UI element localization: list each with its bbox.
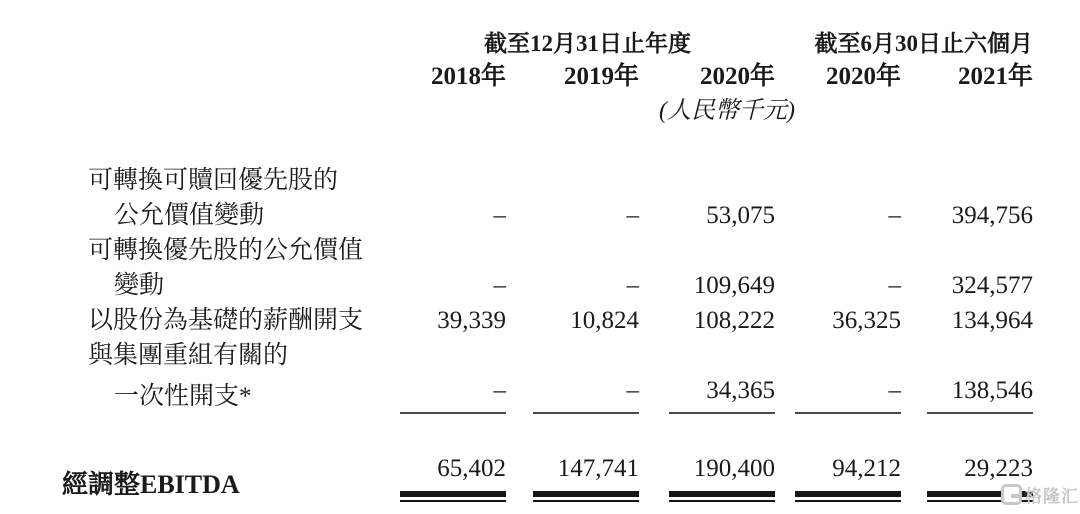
year-header-2019: 2019年 — [563, 63, 639, 90]
value-cell: 394,756 — [951, 202, 1033, 229]
value-cell — [400, 373, 506, 414]
subtotal-rule: 138,546 — [927, 373, 1033, 414]
table-row — [62, 373, 1033, 414]
double-rule — [533, 491, 639, 502]
total-value-cell: 94,212 — [775, 452, 901, 502]
value-cell: 109,649 — [693, 272, 775, 299]
subtotal-rule: – — [533, 373, 639, 414]
period-group-annual — [400, 28, 775, 58]
table-row — [62, 233, 1033, 268]
empty-cell — [400, 338, 1033, 373]
empty-cell — [62, 94, 400, 127]
table-row — [62, 198, 1033, 233]
year-header-2020: 2020年 — [699, 63, 775, 90]
empty-cell — [62, 28, 400, 58]
table-row — [62, 338, 1033, 373]
empty-cell — [901, 94, 1033, 127]
value-cell: – — [626, 202, 639, 229]
double-rule — [669, 491, 775, 502]
subtotal-rule: – — [400, 373, 506, 414]
adjusted-ebitda-table — [62, 28, 1033, 502]
empty-cell — [400, 233, 1033, 268]
table-row — [62, 163, 1033, 198]
value-cell — [775, 373, 901, 414]
row-label: 以股份為基礎的薪酬開支 — [88, 307, 364, 334]
value-cell — [506, 373, 639, 414]
row-label: 可轉換可贖回優先股的 — [88, 167, 339, 194]
row-label: 可轉換優先股的公允價值 — [88, 237, 364, 264]
empty-cell — [400, 94, 506, 127]
spacer-row — [62, 414, 1033, 452]
double-rule — [795, 491, 901, 502]
year-header-2021-interim: 2021年 — [957, 63, 1033, 90]
period-group-interim — [775, 28, 1033, 58]
value-cell — [639, 373, 775, 414]
value-cell — [901, 373, 1033, 414]
value-cell: 324,577 — [951, 272, 1033, 299]
gelonghui-logo-icon — [1001, 484, 1022, 505]
value-cell: – — [888, 272, 901, 299]
value-cell: – — [493, 272, 506, 299]
value-cell: – — [888, 202, 901, 229]
empty-cell — [62, 58, 400, 94]
financial-table — [62, 28, 1033, 502]
value-cell: 108,222 — [693, 307, 775, 334]
period-group-header-row — [62, 28, 1033, 58]
row-label: 與集團重組有關的 — [88, 342, 289, 369]
total-value-cell: 65,402 — [400, 452, 506, 502]
unit-note-cell — [639, 94, 795, 127]
row-label-continued: 變動 — [114, 272, 165, 299]
value-cell: 36,325 — [832, 307, 901, 334]
table-row — [62, 268, 1033, 303]
value-cell: 53,075 — [706, 202, 775, 229]
total-value-cell: 190,400 — [639, 452, 775, 502]
subtotal-rule: 34,365 — [669, 373, 775, 414]
row-label-continued: 一次性開支* — [114, 383, 252, 410]
total-value-cell: 29,223 — [901, 452, 1033, 502]
value-cell: – — [626, 272, 639, 299]
subtotal-rule: – — [795, 373, 901, 414]
unit-note: (人民幣千元) — [659, 98, 795, 124]
double-rule — [400, 491, 506, 502]
total-row — [62, 452, 1033, 502]
unit-note-row — [62, 94, 1033, 127]
row-label-continued: 公允價值變動 — [114, 202, 265, 229]
value-cell: 39,339 — [437, 307, 506, 334]
table-row — [62, 303, 1033, 338]
watermark — [1001, 482, 1079, 507]
value-cell: 134,964 — [951, 307, 1033, 334]
year-header-2018: 2018年 — [430, 63, 506, 90]
total-row-label: 經調整EBITDA — [62, 470, 240, 499]
total-value-cell: 147,741 — [506, 452, 639, 502]
value-cell: – — [493, 202, 506, 229]
empty-cell — [400, 163, 1033, 198]
year-header-2020-interim: 2020年 — [825, 63, 901, 90]
period-group-annual-label: 截至12月31日止年度 — [484, 31, 691, 56]
value-cell: 10,824 — [570, 307, 639, 334]
year-header-row — [62, 58, 1033, 94]
spacer-row — [62, 127, 1033, 163]
watermark-text: 格隆汇 — [1025, 487, 1079, 506]
period-group-interim-label: 截至6月30日止六個月 — [814, 31, 1033, 56]
empty-cell — [506, 94, 639, 127]
